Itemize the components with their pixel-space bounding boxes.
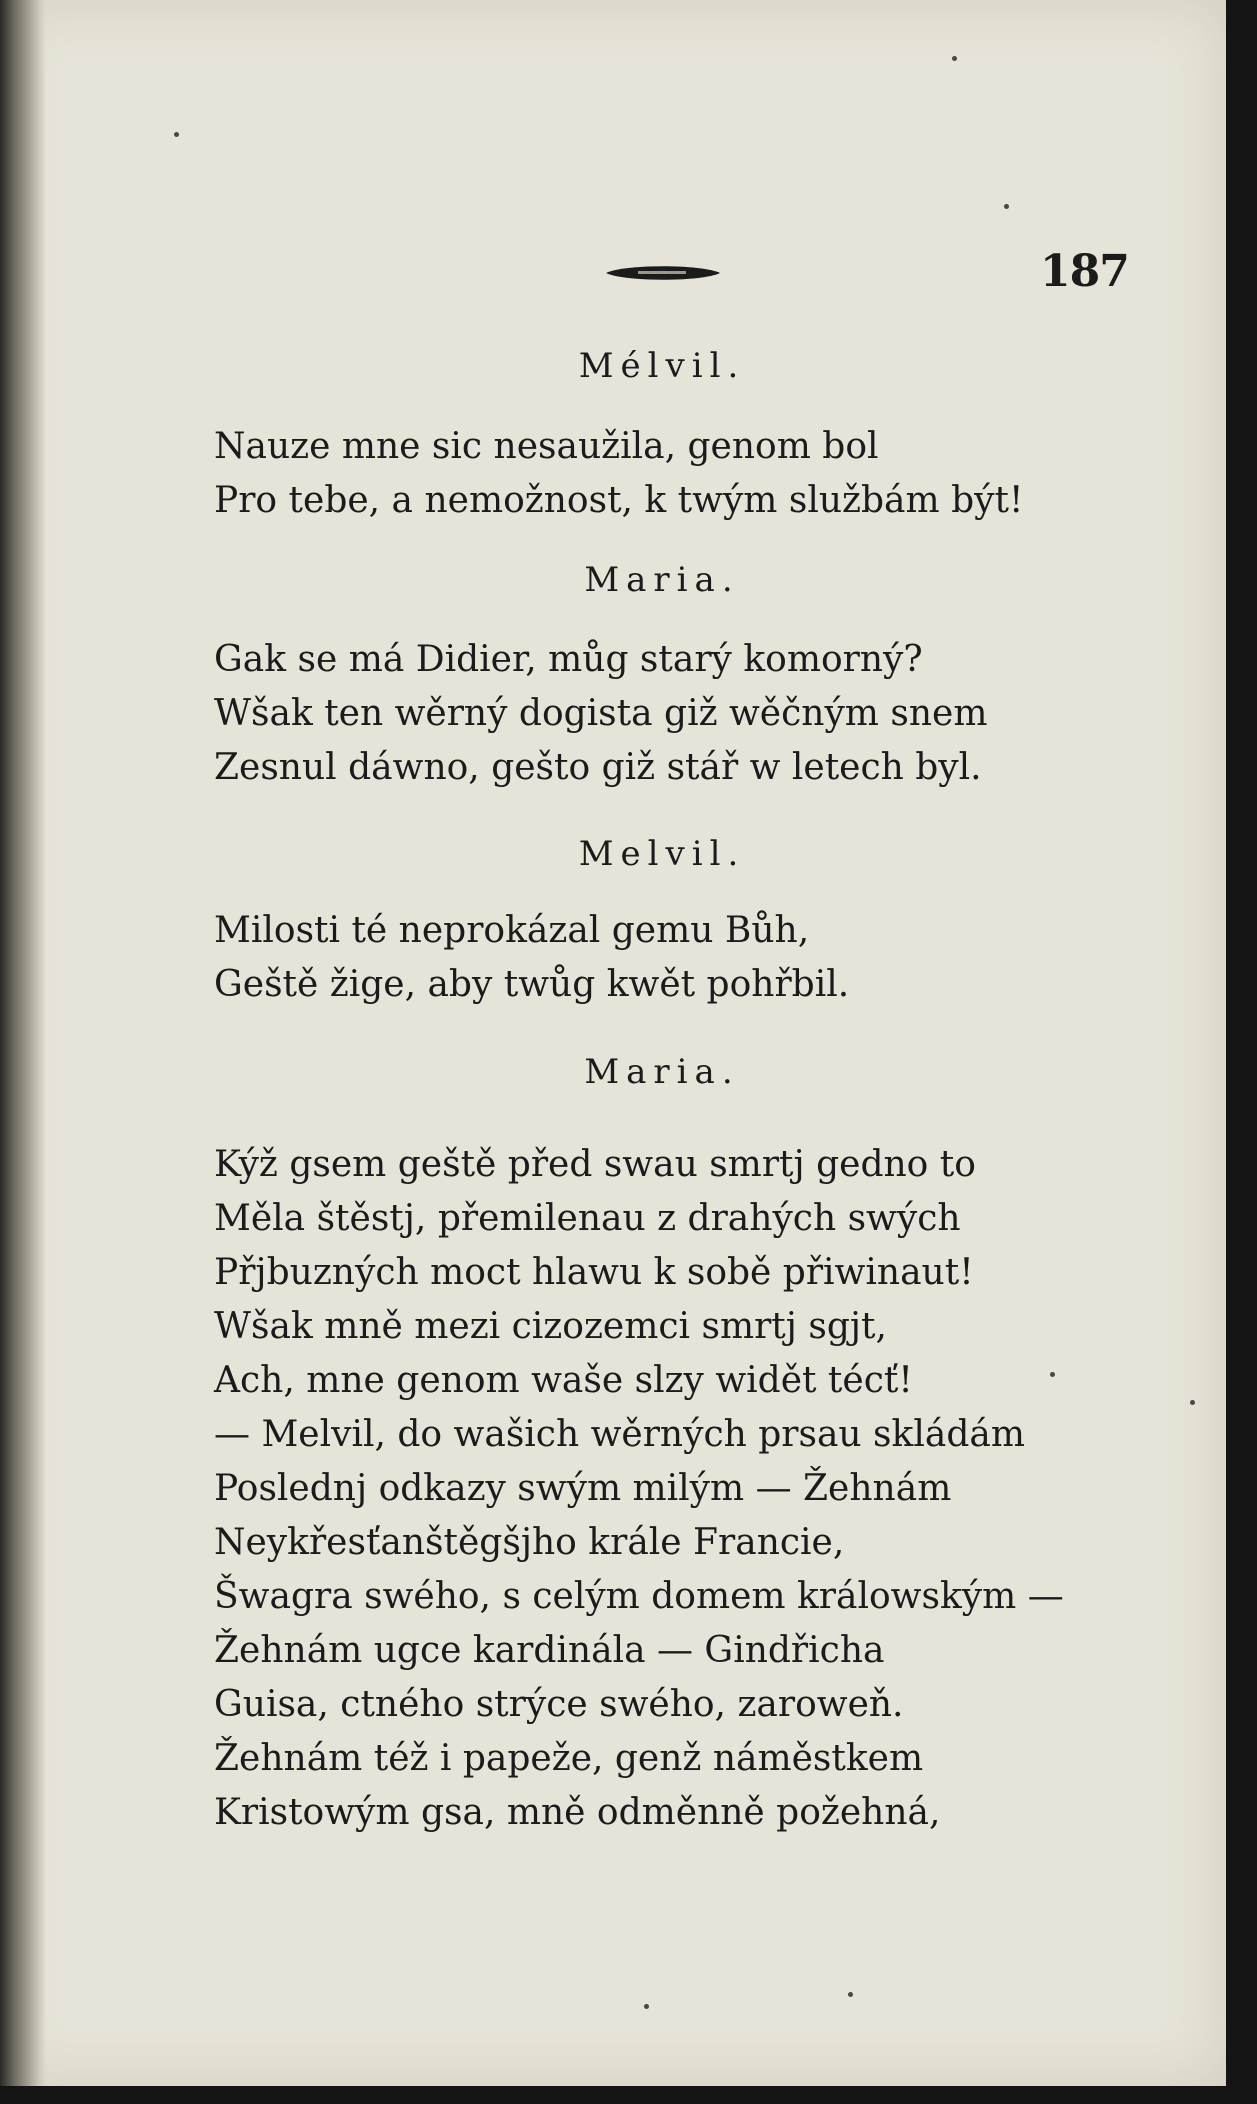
verse-line: Geště žige, aby twůg kwět pohřbil.	[214, 964, 850, 1005]
verse-line: Kýž gsem geště před swau smrtj gedno to	[214, 1144, 976, 1185]
verse-line: Kristowým gsa, mně odměnně požehná,	[214, 1792, 941, 1833]
verse-block	[214, 904, 1134, 1012]
verse-line: Pro tebe, a nemožnost, k twým službám být!	[214, 480, 1024, 521]
verse-line: Poslednj odkazy swým milým — Žehnám	[214, 1468, 952, 1509]
verse-line: Milosti té neprokázal gemu Bůh,	[214, 910, 810, 951]
speaker-name: Maria.	[584, 1052, 740, 1092]
verse-line: Guisa, ctného strýce swého, zaroweň.	[214, 1684, 904, 1725]
paper-speck	[1050, 1372, 1055, 1377]
page-edge-right	[1226, 0, 1257, 2104]
verse-line: Šwagra swého, s celým domem králowským —	[214, 1576, 1064, 1617]
speaker-name: Mélvil.	[578, 346, 746, 386]
verse-line: Wšak mně mezi cizozemci smrtj sgjt,	[214, 1306, 887, 1347]
paper-speck	[1190, 1400, 1195, 1405]
verse-line: Wšak ten wěrný dogista giž wěčným snem	[214, 693, 988, 734]
paper-speck	[174, 132, 179, 137]
verse-line: Nauze mne sic nesaužila, genom bol	[214, 426, 879, 467]
verse-line: Neykřesťanštěgšjho krále Francie,	[214, 1522, 845, 1563]
verse-block	[214, 420, 1134, 528]
verse-line: Měla štěstj, přemilenau z drahých swých	[214, 1198, 961, 1239]
paper-speck	[1004, 204, 1009, 209]
binding-edge	[0, 0, 46, 2086]
paper-speck	[644, 2004, 649, 2009]
header-ornament	[604, 262, 722, 284]
verse-line: Ach, mne genom waše slzy widět técť!	[214, 1360, 913, 1401]
verse-line: Přjbuzných moct hlawu k sobě přiwinaut!	[214, 1252, 974, 1293]
verse-line: Žehnám ugce kardinála — Gindřicha	[214, 1630, 885, 1671]
speaker-name: Maria.	[584, 560, 740, 600]
verse-block	[214, 633, 1134, 795]
verse-line: Žehnám též i papeže, genž náměstkem	[214, 1738, 924, 1779]
page-number: 187	[1040, 246, 1129, 297]
verse-block	[214, 1138, 1134, 1840]
page-edge-bottom	[0, 2086, 1257, 2104]
verse-line: Zesnul dáwno, gešto giž stář w letech byl.	[214, 747, 982, 788]
paper-speck	[952, 56, 957, 61]
verse-line: Gak se má Didier, můg starý komorný?	[214, 639, 923, 680]
speaker-name: Melvil.	[578, 834, 746, 874]
verse-line: — Melvil, do wašich wěrných prsau skládám	[214, 1414, 1025, 1455]
paper-speck	[848, 1992, 853, 1997]
